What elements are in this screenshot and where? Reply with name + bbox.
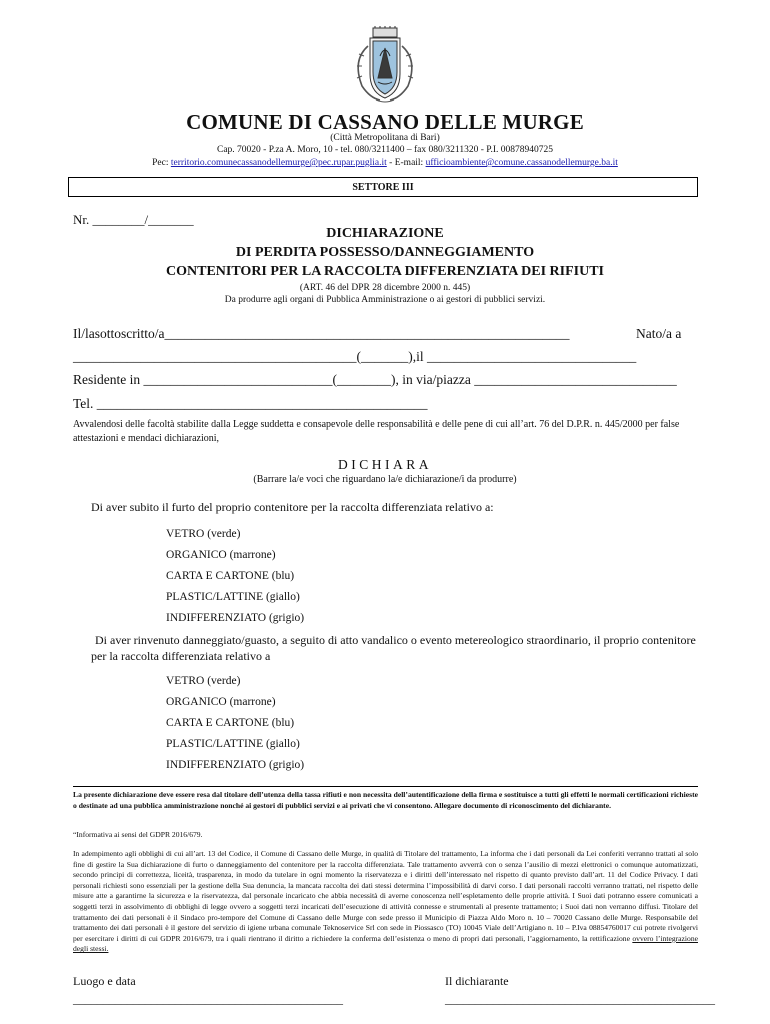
birth-details-field[interactable]: __________________________________________(_______),il _______________________________ — [73, 349, 637, 364]
declaration-premise: Avvalendosi delle facoltà stabilite dalla Legge suddetta e consapevole delle responsabilità e delle pene di cui all’art. 76 del D.P.R. n. 445/2000 per false attestazioni e mendaci dichiarazioni, — [73, 419, 680, 444]
law-reference: (ART. 46 del DPR 28 dicembre 2000 n. 445) — [299, 283, 471, 293]
header-address: Cap. 70020 - P.za A. Moro, 10 - tel. 080/3211400 – fax 080/3211320 - P.I. 00878940725 — [217, 145, 553, 155]
theft-option-carta[interactable]: CARTA E CARTONE (blu) — [166, 570, 295, 582]
form-title-line1: DICHIARAZIONE — [326, 226, 444, 241]
page-title: COMUNE DI CASSANO DELLE MURGE — [186, 110, 584, 134]
municipal-crest-icon — [340, 26, 430, 106]
damage-option-vetro[interactable]: VETRO (verde) — [166, 675, 241, 687]
form-title-line3: CONTENITORI PER LA RACCOLTA DIFFERENZIATA DEI RIFIUTI — [166, 264, 604, 279]
protocol-number-field[interactable]: Nr. ________/_______ — [73, 212, 194, 227]
residence-field[interactable]: Residente in ____________________________(________), in via/piazza ______________________________ — [73, 372, 677, 387]
pec-email-link[interactable]: territorio.comunecassanodellemurge@pec.rupar.puglia.it — [170, 158, 387, 168]
header-subtitle: (Città Metropolitana di Bari) — [330, 133, 440, 143]
theft-option-indifferenziato[interactable]: INDIFFERENZIATO (grigio) — [166, 612, 305, 624]
damage-option-indifferenziato[interactable]: INDIFFERENZIATO (grigio) — [166, 759, 305, 771]
damage-declaration-option[interactable] — [91, 632, 698, 664]
declares-heading: DICHIARA — [338, 457, 432, 472]
theft-option-plastica[interactable]: PLASTIC/LATTINE (giallo) — [166, 591, 300, 603]
gdpr-title: “Informativa ai sensi del GDPR 2016/679. — [73, 830, 203, 839]
instructions-note: (Barrare la/e voci che riguardano la/e dichiarazione/i da produrre) — [253, 474, 517, 485]
place-date-label: Luogo e data — [73, 974, 136, 988]
place-date-field[interactable]: _____________________________________________ — [73, 992, 343, 1006]
phone-field[interactable]: Tel. _________________________________________________ — [73, 396, 428, 411]
damage-option-carta[interactable]: CARTA E CARTONE (blu) — [166, 717, 295, 729]
email-label: - E-mail: — [386, 158, 426, 168]
birthplace-label: Nato/a a — [636, 326, 682, 341]
signature-field[interactable]: _____________________________________________ — [445, 992, 715, 1006]
pec-label: Pec: — [152, 158, 171, 168]
gdpr-notice — [73, 849, 698, 955]
usage-note: Da produrre agli organi di Pubblica Amministrazione o ai gestori di pubblici servizi. — [224, 295, 546, 305]
declarant-label: Il dichiarante — [445, 974, 509, 988]
theft-option-vetro[interactable]: VETRO (verde) — [166, 528, 241, 540]
gdpr-text: In adempimento agli obblighi di cui all’art. 13 del Codice, il Comune di Cassano delle Murge, in qualità di Titolare del trattamento, La informa che i dati personali da Lei conferiti verranno trattati al solo fine di gestire la Sua dichiarazione di furto o danneggiamento del contenitore per la raccolta differenziata. Tale trattamento avverrà con o senza l’ausilio di mezzi elettronici o comunque automatizzati, secondo principi di correttezza, liceità, trasparenza, in modo da tutelare in ogni momento la riservatezza e i diritti dell’interessato nel rispetto di quanto previsto dall’art. 11 del Codice Privacy. I dati personali richiesti sono essenziali per la gestione della Sua denuncia, la mancata raccolta dei dati stessi determina l’impossibilità di darvi corso. I dati personali raccolti verranno trattati, nel rispetto delle misure atte a garantirne la sicurezza e la riservatezza, dal personale incaricato che abbia necessità di averne conoscenza nell’espletamento delle proprie attività. I Suoi dati potranno essere comunicati a soggetti terzi in assolvimento di obblighi di legge ovvero a soggetti terzi incaricati dell’esecuzione di attività connesse e strumentali al presente trattamento; i Suoi dati non verranno diffusi. Titolare del trattamento dei dati personali è il Sindaco pro-tempore del Comune di Cassano delle Murge con sede presso il Municipio di Piazza Aldo Moro n. 10 – 70020 Cassano delle Murge. Responsabile del trattamento dei dati personali è il gestore del servizio di igiene urbana comunale Teknoservice Srl con sede in Piossasco (TO) 10045 Viale dell’Artigiano n. 10 – P.Iva 08854760017 cui potrete rivolgervi per esercitare i diritti di cui GDPR 2016/679, tra i quali rientrano il diritto a richiedere la conferma dell’esistenza o meno di propri dati personali, l’aggiornamento, la rettificazione — [73, 849, 698, 943]
email-link[interactable]: ufficioambiente@comune.cassanodellemurge.ba.it — [425, 158, 618, 168]
theft-option-organico[interactable]: ORGANICO (marrone) — [166, 549, 276, 561]
validity-note: La presente dichiarazione deve essere resa dal titolare dell’utenza della tassa rifiuti e non necessita dell’autentificazione della firma e sostituisce a tutti gli effetti le normali certificazioni richieste o destinate ad una pubblica amministrazione nonché ai gestori di pubblici servizi e ai privati che vi consentono. Allegare documento di riconoscimento del dichiarante. — [73, 790, 698, 810]
damage-declaration-text: Di aver rinvenuto danneggiato/guasto, a seguito di atto vandalico o evento metereologico straordinario, il proprio contenitore per la raccolta differenziata relativo a — [91, 633, 696, 663]
header-contacts — [0, 158, 770, 168]
signer-name-field[interactable]: Il/lasottoscritto/a____________________________________________________________ — [73, 326, 570, 341]
form-title-line2: DI PERDITA POSSESSO/DANNEGGIAMENTO — [235, 245, 535, 260]
damage-option-organico[interactable]: ORGANICO (marrone) — [166, 696, 276, 708]
sector-box: SETTORE III — [68, 177, 698, 197]
damage-option-plastica[interactable]: PLASTIC/LATTINE (giallo) — [166, 738, 300, 750]
theft-declaration-option[interactable]: Di aver subito il furto del proprio contenitore per la raccolta differenziata relativo a: — [91, 500, 494, 514]
gdpr-tail: ovvero l’integrazione degli stessi. — [73, 933, 698, 954]
section-divider — [73, 786, 698, 787]
